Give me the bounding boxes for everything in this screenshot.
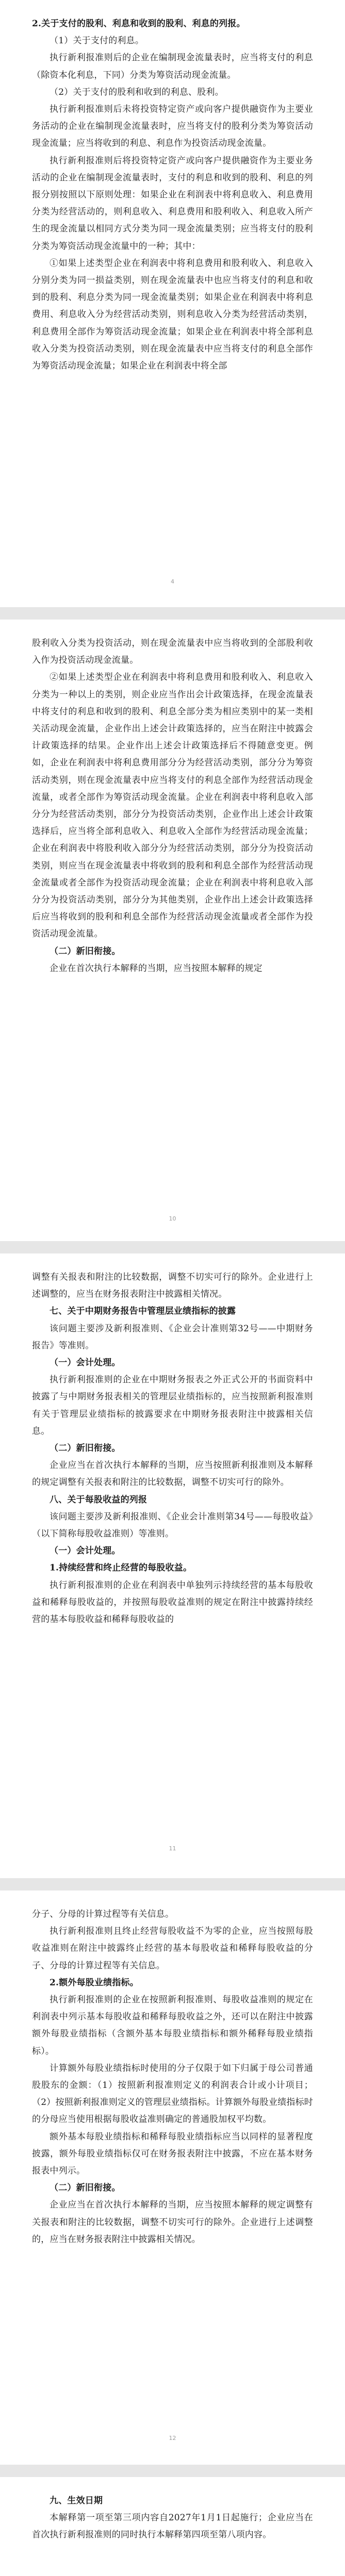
body-paragraph: 执行新利报准则后未将投资特定资产或向客户提供融资作为主要业务活动的企业在编制现金流量表时，应当将支付的股利分类为筹资活动现金流量；应当将收到的利息、利息作为投资活动现金流量。 [32,104,313,149]
body-paragraph: 分子、分母的计算过程等有关信息。 [32,1909,174,1919]
document-page [0,2477,345,2576]
body-paragraph: 调整有关报表和附注的比较数据，调整不切实可行的除外。企业进行上述调整的，应当在财务报表附注中披露相关情况。 [32,1272,313,1300]
body-paragraph: 执行新利报准则后将投资特定资产或向客户提供融资作为主要业务活动的企业在编制现金流量表时，支付的利息和收到的股利、利息的列报分别按照以下原则处理：如果企业在利润表中将利息收入、利息费用分类为经营活动的，则利息收入、利息费用和股利收入、利息收入所产生的现金流量以相同方式分类为同一现金流量类别；应当将支付的股利分类为筹资活动现金流量中的一种；其中： [32,155,313,252]
body-paragraph: ①如果上述类型企业在利润表中将利息费用和股利收入、利息收入分别分类为同一损益类别，则在现金流量表中也应当将支付的利息和收到的股利、利息分类为同一现金流量类别；如果企业在利润表中将利息费用、利息收入分为经营活动类别，则利息收入分类为经营活动类别，利息费用全部作为筹资活动现金流量；如果企业在利润表中将全部利息收入分类为投资活动类别，则在现金流量表中应当将支付的利息全部作为筹资活动现金流量；如果企业在利润表中将全部 [32,258,313,372]
section-heading: （一）会计处理。 [50,1358,121,1368]
body-paragraph: 执行新利报准则的企业在利润表中单独列示持续经营的基本每股收益和稀释每股收益的，并按照每股收益准则的规定在附注中披露持续经营的基本每股收益和稀释每股收益的 [32,1580,313,1625]
body-paragraph: 额外基本每股业绩指标和稀释每股业绩指标应当以同样的显著程度披露，额外每股业绩指标仅可在财务报表附注中披露，不应在基本财务报表中列示。 [32,2131,313,2177]
document-page [0,1891,345,2465]
section-heading: 八、关于每股收益的列报 [50,1494,147,1505]
body-paragraph: 该问题主要涉及新利报准则、《企业会计准则第32号——中期财务报告》等准则。 [32,1323,313,1351]
section-heading: （二）新旧衔接。 [50,2183,121,2194]
page-number: 12 [169,2435,176,2441]
body-paragraph: 企业应当在首次执行本解释的当期，应当按照新利报准则及本解释的规定调整有关报表和附注的比较数据，调整不切实可行的除外。 [32,1460,313,1488]
section-heading: 1.持续经营和终止经营的每股收益。 [50,1563,192,1574]
page-number: 11 [169,1845,176,1852]
body-paragraph: 企业应当在首次执行本解释的当期，应当按照本解释的规定调整有关报表和附注的比较数据，调整不切实可行的除外。企业进行上述调整的，应当在财务报表附注中披露相关情况。 [32,2200,313,2245]
section-heading: 七、关于中期财务报告中管理层业绩指标的披露 [50,1306,236,1317]
document-page [0,0,345,607]
page-number: 4 [171,578,174,585]
body-paragraph: 股利收入分类为投资活动，则在现金流量表中应当将收到的全部股利收入作为投资活动现金流量。 [32,638,313,666]
document-page [0,620,345,1241]
section-heading: （一）会计处理。 [50,1546,121,1557]
body-paragraph: 执行新利报准则且终止经营每股收益不为零的企业，应当按照每股收益准则在附注中披露终止经营的基本每股收益和稀释每股收益的分子、分母的计算过程等有关信息。 [32,1926,313,1971]
body-paragraph: （1）关于支付的利息。 [50,36,144,46]
body-paragraph: 执行新利报准则后的企业在编制现金流量表时，应当将支付的利息（除资本化利息，下同）分类为筹资活动现金流量。 [32,53,313,80]
page-number: 10 [169,1215,176,1222]
body-paragraph: 执行新利报准则的企业在按照新利报准则、每股收益准则的规定在利润表中列示基本每股收益和稀释每股收益之外，还可以在附注中披露额外每股业绩指标（含额外基本每股业绩指标和额外稀释每股业绩指标）。 [32,1995,313,2056]
document-page [0,1253,345,1878]
body-paragraph: 计算额外每股业绩指标时使用的分子仅限于如下归属于母公司普通股股东的金额：（1）按照新利报准则定义的利润表合计或小计项目；（2）按照新利报准则定义的管理层业绩指标。计算额外每股业绩指标时的分母应当使用根据每股收益准则确定的普通股加权平均数。 [32,2063,313,2125]
body-paragraph: 执行新利报准则的企业在中期财务报表之外正式公开的书面资料中披露了与中期财务报表相关的管理层业绩指标的，应当按照新利报准则有关于管理层业绩指标的披露要求在中期财务报表附注中披露相关信息。 [32,1375,313,1436]
body-paragraph: 本解释第一项至第三项内容自2027年1月1日起施行；企业应当在首次执行新利报准则的同时执行本解释第四项至第八项内容。 [32,2513,313,2540]
body-paragraph: 该问题主要涉及新利报准则、《企业会计准则第34号——每股收益》（以下简称每股收益准则）等准则。 [32,1511,313,1540]
body-paragraph: （2）关于支付的股利和收到的利息、股利。 [50,87,224,97]
body-paragraph: 企业在首次执行本解释的当期，应当按照本解释的规定 [50,963,262,974]
section-heading: （二）新旧衔接。 [50,946,121,957]
section-heading: 2.关于支付的股利、利息和收到的股利、利息的列报。 [32,19,245,29]
section-heading: 九、生效日期 [50,2496,103,2506]
section-heading: 2.额外每股业绩指标。 [50,1977,139,1988]
body-paragraph: ②如果上述类型企业在利润表中将利息费用和股利收入、利息收入分类为一种以上的类别，则企业应当作出会计政策选择，在现金流量表中将支付的利息和收到的股利、利息全部分类为相应类别中的某一类相关活动现金流量，企业作出上述会计政策选择的，应当在附注中披露会计政策选择的结果。企业作出上述会计政策选择后不得随意变更。例如，企业在利润表中将利息费用部分分为经营活动类别，部分分为筹资活动类别，则在现金流量表中应当将支付的利息全部作为经营活动现金流量，或者全部作为筹资活动现金流量。企业在利润表中将利息收入部分分为经营活动类别，部分分为投资活动类别，企业作出上述会计政策选择后，应当将全部利息收入、利息收入全部作为经营活动现金流量；企业在利润表中将股利收入部分分为经营活动类别，部分分为投资活动类别，则应当在现金流量表中将收到的股利和利息全部作为经营活动现金流量或者全部作为投资活动现金流量；企业在利润表中将利息收入部分分为投资活动类别，部分分为其他类别，企业作出上述会计政策选择后应当将收到的股利和利息全部作为经营活动现金流量或者全部作为投资活动现金流量。 [32,672,313,940]
section-heading: （二）新旧衔接。 [50,1443,121,1454]
